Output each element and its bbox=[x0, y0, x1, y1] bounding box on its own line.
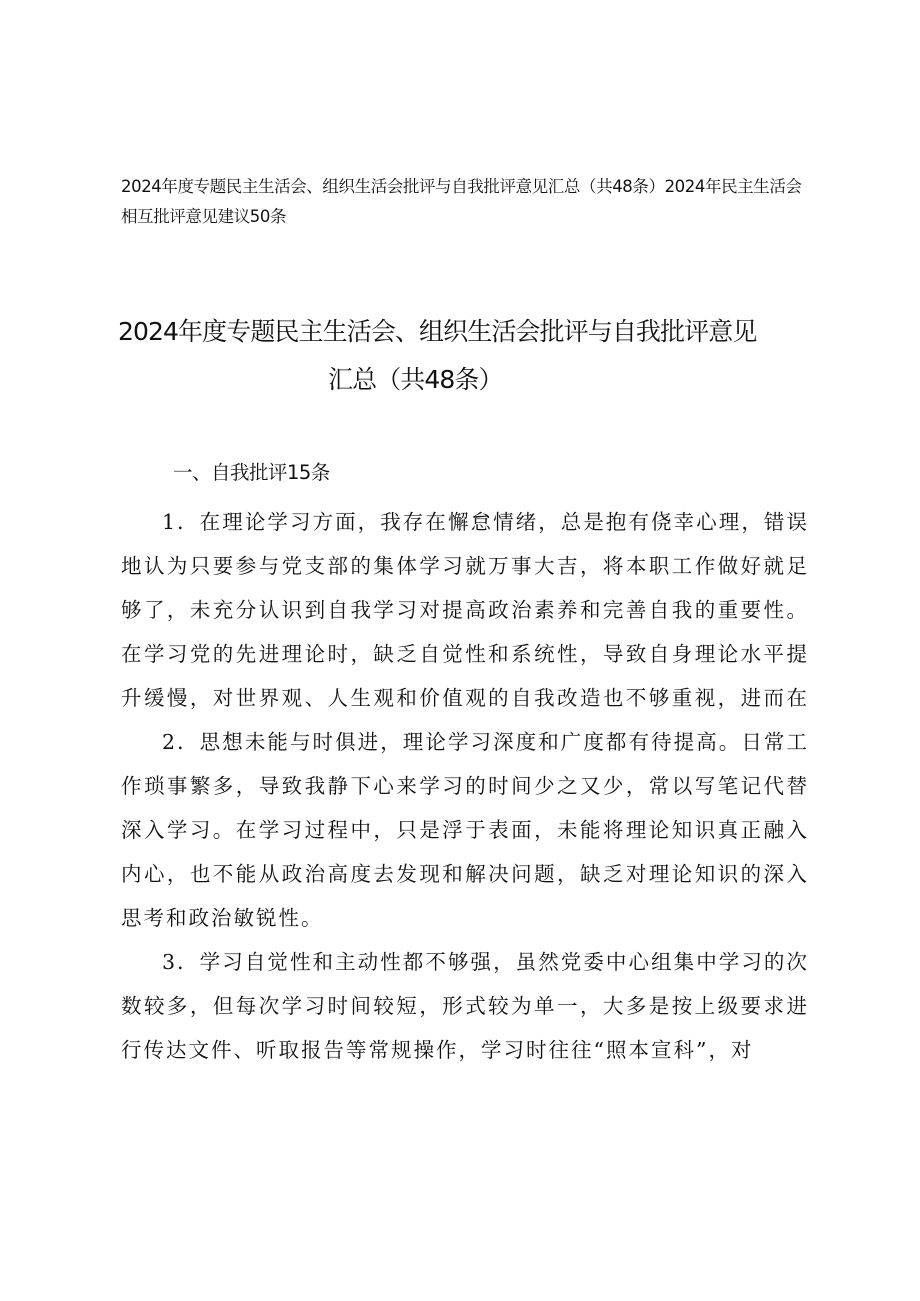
document-header: 2024年度专题民主生活会、组织生活会批评与自我批评意见汇总（共48条）2024年民主生活会相互批评意见建议50条 bbox=[121, 177, 802, 226]
section-heading: 一、自我批评15条 bbox=[173, 461, 330, 484]
paragraph-2: 2．思想未能与时俱进，理论学习深度和广度都有待提高。日常工作琐事繁多，导致我静下心来学习的时间少之又少，常以写笔记代替深入学习。在学习过程中，只是浮于表面，未能将理论知识真正融入内心，也不能从政治高度去发现和解决问题，缺乏对理论知识的深入思考和政治敏锐性。 bbox=[121, 730, 809, 930]
document-title-line1: 2024年度专题民主生活会、组织生活会批评与自我批评意见 bbox=[118, 317, 757, 346]
document-title-line2: 汇总（共48条） bbox=[328, 365, 503, 394]
paragraph-3: 3．学习自觉性和主动性都不够强，虽然党委中心组集中学习的次数较多，但每次学习时间较短，形式较为单一，大多是按上级要求进行传达文件、听取报告等常规操作，学习时往往“照本宣科”，对 bbox=[121, 950, 809, 1062]
document-title bbox=[118, 308, 818, 404]
document-body bbox=[121, 500, 809, 1072]
paragraph-1: 1．在理论学习方面，我存在懈怠情绪，总是抱有侥幸心理，错误地认为只要参与党支部的集体学习就万事大吉，将本职工作做好就足够了，未充分认识到自我学习对提高政治素养和完善自我的重要性。在学习党的先进理论时，缺乏自觉性和系统性，导致自身理论水平提升缓慢，对世界观、人生观和价值观的自我改造也不够重视，进而在 bbox=[121, 510, 809, 710]
